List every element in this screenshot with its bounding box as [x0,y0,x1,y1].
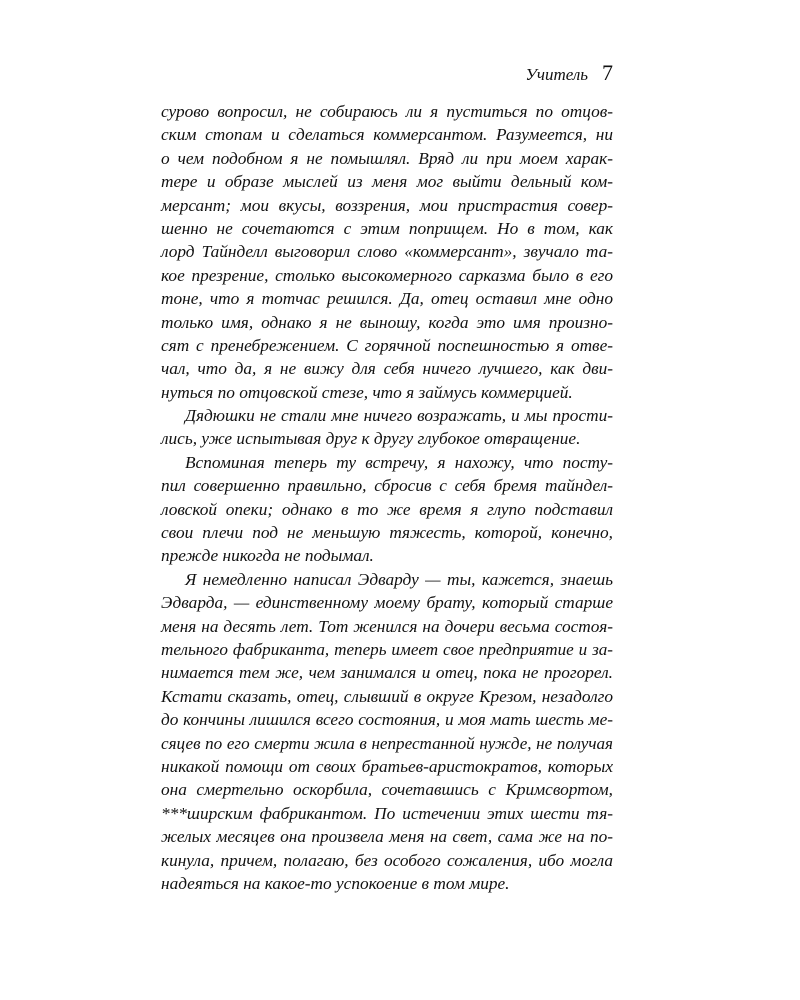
text-line: сурово вопросил, не собираюсь ли я пуститься по отцов- [161,102,613,121]
text-line: Кстати сказать, отец, слывший в округе Крезом, незадолго [161,686,613,706]
text-line: мерсант; мои вкусы, воззрения, мои пристрастия совер- [161,195,613,215]
text-line: свои плечи под не меньшую тяжесть, которой, конечно, [161,523,613,543]
text-line: лись, уже испытывая друг к другу глубокое отвращение. [161,429,581,449]
text-line: о чем подобном я не помышлял. Вряд ли при моем харак- [161,148,613,168]
text-line: Я немедленно написал Эдварду — ты, кажется, знаешь [185,569,613,589]
running-title: Учитель [525,65,588,84]
page-number: 7 [602,60,613,85]
text-line: только имя, однако я не выношу, когда это имя произно- [161,312,613,332]
text-line: Дядюшки не стали мне ничего возражать, и мы прости- [185,406,613,426]
text-line: она смертельно оскорбила, сочетавшись с Кримсвортом, [161,780,613,800]
text-line: нимается тем же, чем занимался и отец, пока не прогорел. [161,663,613,683]
text-line: ловской опеки; однако в то же время я глупо подставил [161,499,613,519]
text-line: прежде никогда не подымал. [161,546,374,566]
text-line: нуться по отцовской стезе, что я займусь коммерцией. [161,382,573,402]
text-line: пил совершенно правильно, сбросив с себя бремя тайндел- [161,476,613,496]
text-line: лорд Тайнделл выговорил слово «коммерсант», звучало та- [161,242,613,262]
page-header [525,60,613,86]
text-line: кое презрение, столько высокомерного сарказма было в его [161,265,613,285]
text-line: надеяться на какое-то успокоение в том мире. [161,873,510,893]
text-line: тере и образе мыслей из меня мог выйти дельный ком- [161,172,613,192]
text-line: сят с пренебрежением. С горячной поспешностью я отве- [161,335,613,355]
text-line: Вспоминая теперь ту встречу, я нахожу, что посту- [185,452,613,472]
text-line: ***ширским фабрикантом. По истечении этих шести тя- [161,803,613,823]
text-line: чал, что да, я не вижу для себя ничего лучшего, как дви- [161,359,613,379]
text-line: до кончины лишился всего состояния, и моя мать шесть ме- [161,710,613,730]
text-line: желых месяцев она произвела меня на свет, сама же на по- [161,827,613,847]
text-line: меня на десять лет. Тот женился на дочери весьма состоя- [161,616,613,636]
text-line: сяцев по его смерти жила в непрестанной нужде, не получая [161,733,613,753]
text-line: тоне, что я тотчас решился. Да, отец оставил мне одно [161,289,613,309]
text-line: ским стопам и сделаться коммерсантом. Разумеется, ни [161,125,613,145]
text-line: Эдварда, — единственному моему брату, который старше [161,593,613,613]
text-line: никакой помощи от своих братьев-аристократов, которых [161,756,613,776]
body-text [161,100,613,895]
text-line: тельного фабриканта, теперь имеет свое предприятие и за- [161,639,613,659]
text-line: кинула, причем, полагаю, без особого сожаления, ибо могла [161,850,613,870]
text-line: шенно не сочетаются с этим поприщем. Но в том, как [161,218,613,238]
